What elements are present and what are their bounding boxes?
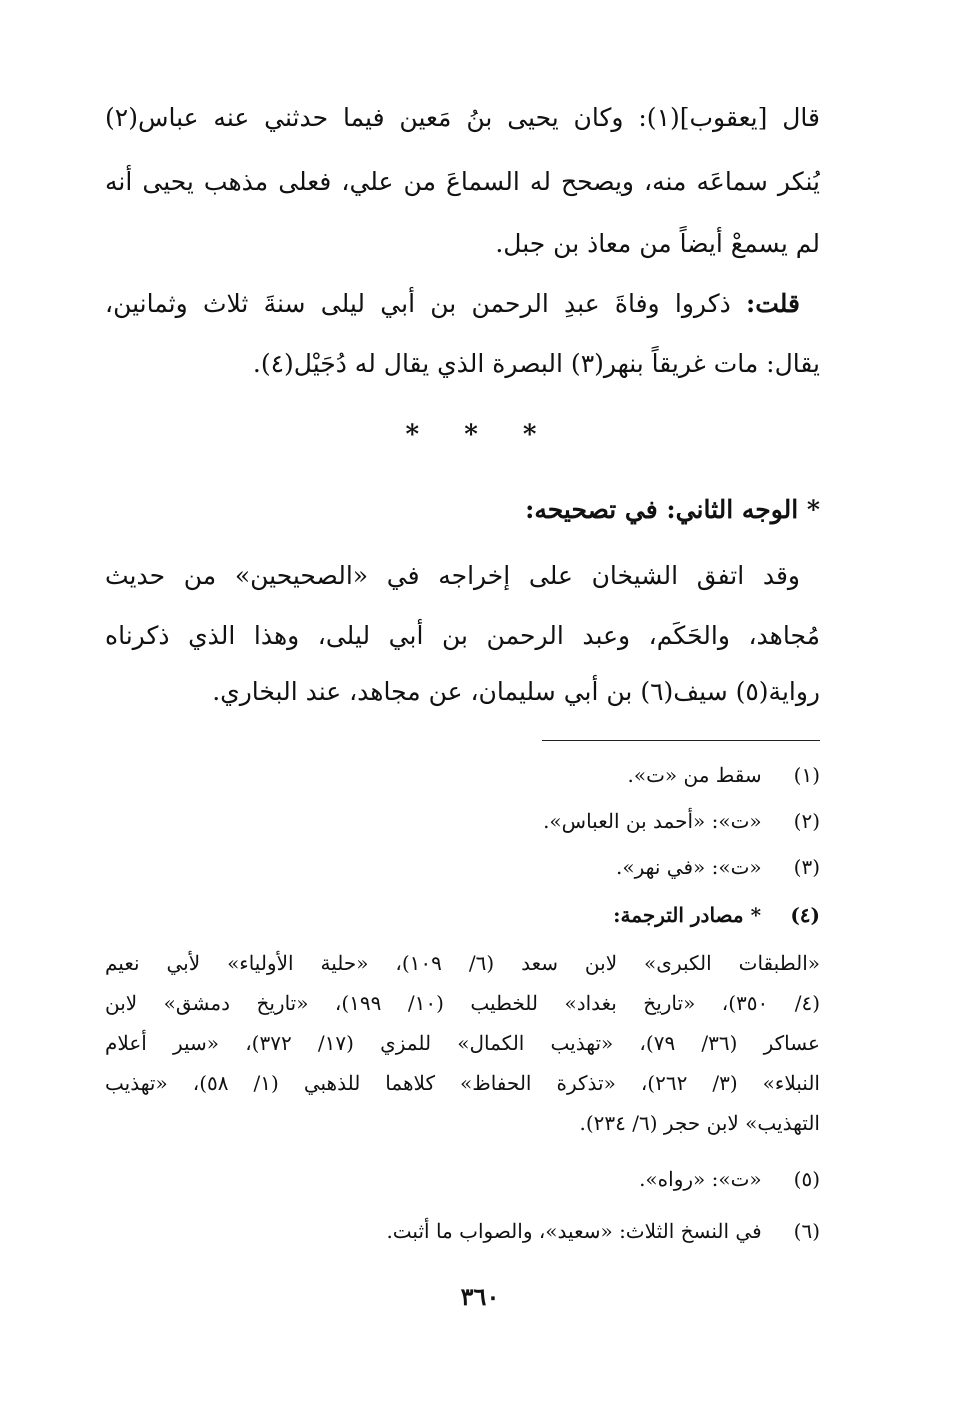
footnote-text: سقط من «ت». — [627, 763, 762, 787]
footnote — [105, 1162, 820, 1196]
footnote — [105, 898, 820, 932]
footnote — [105, 850, 820, 884]
footnote-number: (٥) — [793, 1167, 820, 1191]
footnote-text: «ت»: «أحمد بن العباس». — [543, 809, 762, 833]
sources-line: «الطبقات الكبرى» لابن سعد (٦/ ١٠٩)، «حلية الأولياء» لأبي نعيم — [105, 951, 821, 975]
sources-line: التهذيب» لابن حجر (٦/ ٢٣٤). — [579, 1111, 820, 1135]
footnote-text: في النسخ الثلاث: «سعيد»، والصواب ما أثبت. — [386, 1219, 762, 1243]
footnote-text: «ت»: «رواه». — [639, 1167, 762, 1191]
body-line: قال [يعقوب](١): وكان يحيى بنُ مَعين فيما حدثني عنه عباس(٢) — [105, 103, 820, 132]
body-line: مُجاهد، والحَكَم، وعبد الرحمن بن أبي ليلى، وهذا الذي ذكرناه — [105, 621, 820, 650]
footnote-separator-rule — [542, 740, 820, 741]
footnote-number: (٢) — [793, 809, 820, 833]
section-separator: * * * — [405, 420, 555, 450]
sources-line: عساكر (٣٦/ ٧٩)، «تهذيب الكمال» للمزي (١٧/ ٣٧٢)، «سير أعلام — [105, 1031, 820, 1055]
section-heading: * الوجه الثاني: في تصحيحه: — [525, 495, 820, 524]
body-line: يُنكر سماعَه منه، ويصحح له السماعَ من علي، فعلى مذهب يحيى أنه — [105, 167, 820, 196]
footnote-text: «ت»: «في نهر». — [616, 855, 762, 879]
qultu-lead: قلت: — [745, 289, 800, 318]
footnote — [105, 758, 820, 792]
footnote-number: (١) — [793, 763, 820, 787]
footnote-number: (٤) — [790, 903, 820, 927]
page-number: ٣٦٠ — [460, 1282, 500, 1311]
sources-line: (٤/ ٣٥٠)، «تاريخ بغداد» للخطيب (١٠/ ١٩٩)، «تاريخ دمشق» لابن — [105, 991, 821, 1015]
footnote-text: * مصادر الترجمة: — [613, 903, 762, 927]
sources-line: النبلاء» (٣/ ٢٦٢)، «تذكرة الحفاظ» كلاهما للذهبي (١/ ٥٨)، «تهذيب — [105, 1071, 820, 1095]
body-line — [105, 284, 800, 324]
body-line: يقال: مات غريقاً بنهر(٣) البصرة الذي يقال له دُجَيْل(٤). — [252, 349, 820, 378]
footnote — [105, 804, 820, 838]
body-text: ذكروا وفاةَ عبدِ الرحمن بن أبي ليلى سنةَ ثلاث وثمانين، — [105, 289, 746, 318]
body-line: لم يسمعْ أيضاً من معاذ بن جبل. — [495, 229, 820, 258]
footnote-number: (٣) — [793, 855, 820, 879]
body-line: وقد اتفق الشيخان على إخراجه في «الصحيحين» من حديث — [105, 561, 800, 590]
body-line: رواية(٥) سيف(٦) بن أبي سليمان، عن مجاهد، عند البخاري. — [212, 677, 820, 706]
footnote — [105, 1214, 820, 1248]
footnote-number: (٦) — [793, 1219, 820, 1243]
